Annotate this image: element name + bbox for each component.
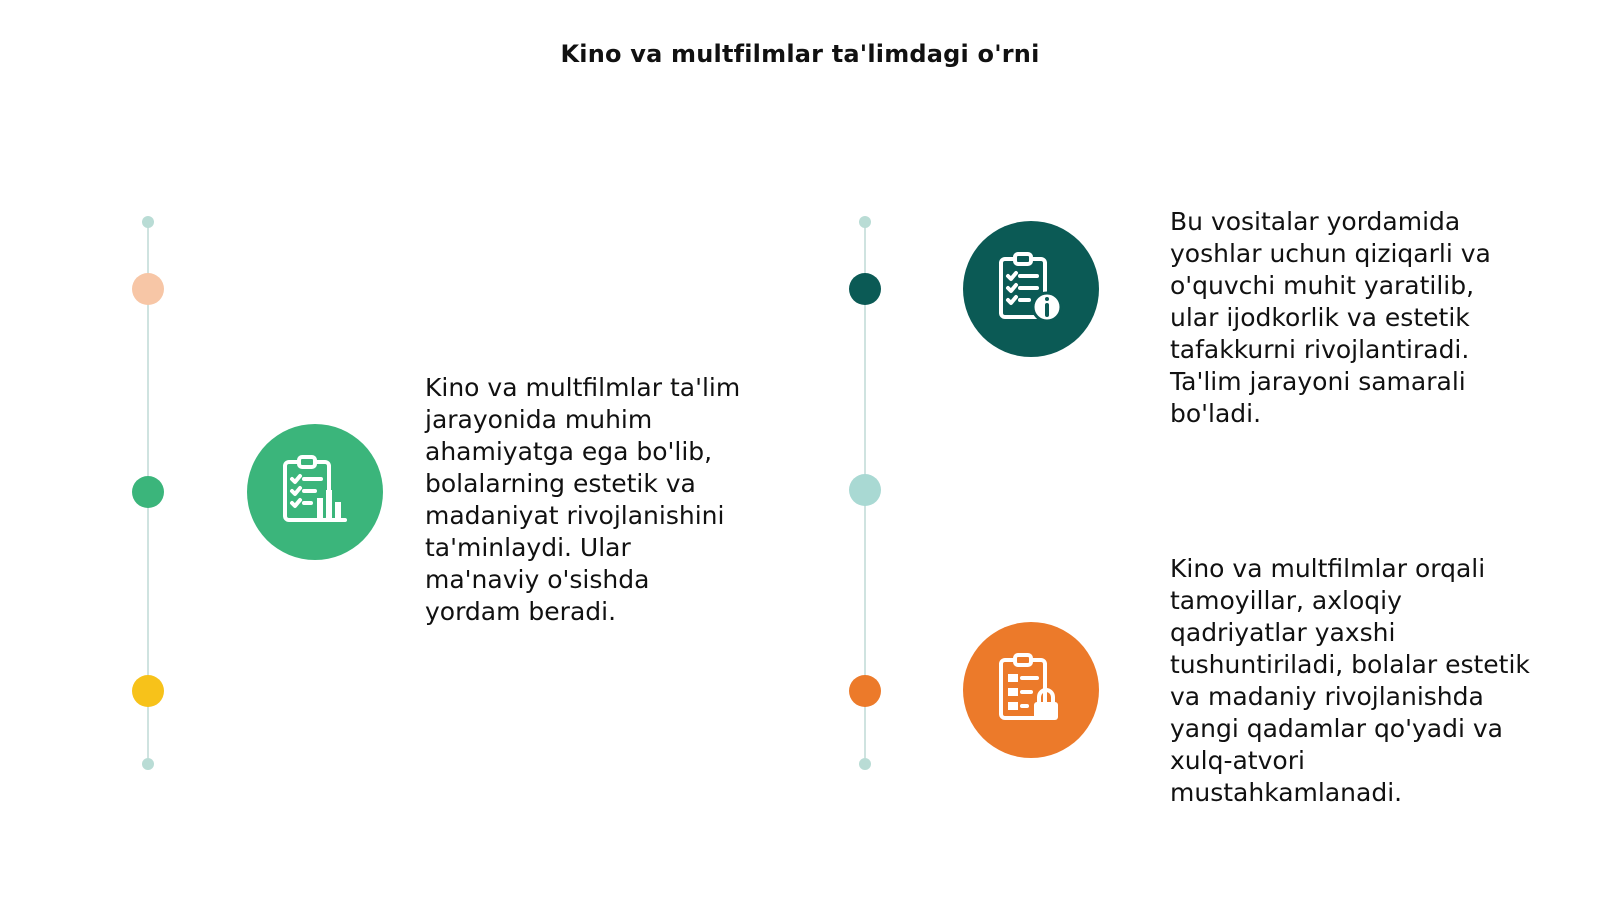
- right-timeline-top-end: [859, 216, 871, 228]
- left-timeline-node-green: [132, 476, 164, 508]
- page-title: Kino va multfilmlar ta'limdagi o'rni: [560, 40, 1040, 68]
- clipboard-lock-icon: [991, 650, 1071, 730]
- left-timeline-bottom-end: [142, 758, 154, 770]
- right-timeline-node-orange: [849, 675, 881, 707]
- clipboard-info-badge: [963, 221, 1099, 357]
- clipboard-info-icon: [991, 249, 1071, 329]
- item-text-3: Kino va multfilmlar orqali tamoyillar, axloqiy qadriyatlar yaxshi tushuntiriladi, bolalar estetik va madaniy rivojlanishda yangi qadamlar qo'yadi va xulq-atvori mustahkamlanadi.: [1170, 554, 1530, 807]
- right-timeline-bottom-end: [859, 758, 871, 770]
- left-timeline-node-peach: [132, 273, 164, 305]
- right-timeline-node-teal-dark: [849, 273, 881, 305]
- left-timeline-top-end: [142, 216, 154, 228]
- right-timeline-node-teal-light: [849, 474, 881, 506]
- item-text-2: Bu vositalar yordamida yoshlar uchun qiziqarli va o'quvchi muhit yaratilib, ular ijodkorlik va estetik tafakkurni rivojlantiradi. Ta'lim jarayoni samarali bo'ladi.: [1170, 207, 1491, 428]
- clipboard-lock-badge: [963, 622, 1099, 758]
- clipboard-chart-badge: [247, 424, 383, 560]
- left-timeline-node-yellow: [132, 675, 164, 707]
- clipboard-chart-icon: [275, 452, 355, 532]
- item-text-1: Kino va multfilmlar ta'lim jarayonida muhim ahamiyatga ega bo'lib, bolalarning estetik va madaniyat rivojlanishini ta'minlaydi. Ular ma'naviy o'sishda yordam beradi.: [425, 373, 741, 626]
